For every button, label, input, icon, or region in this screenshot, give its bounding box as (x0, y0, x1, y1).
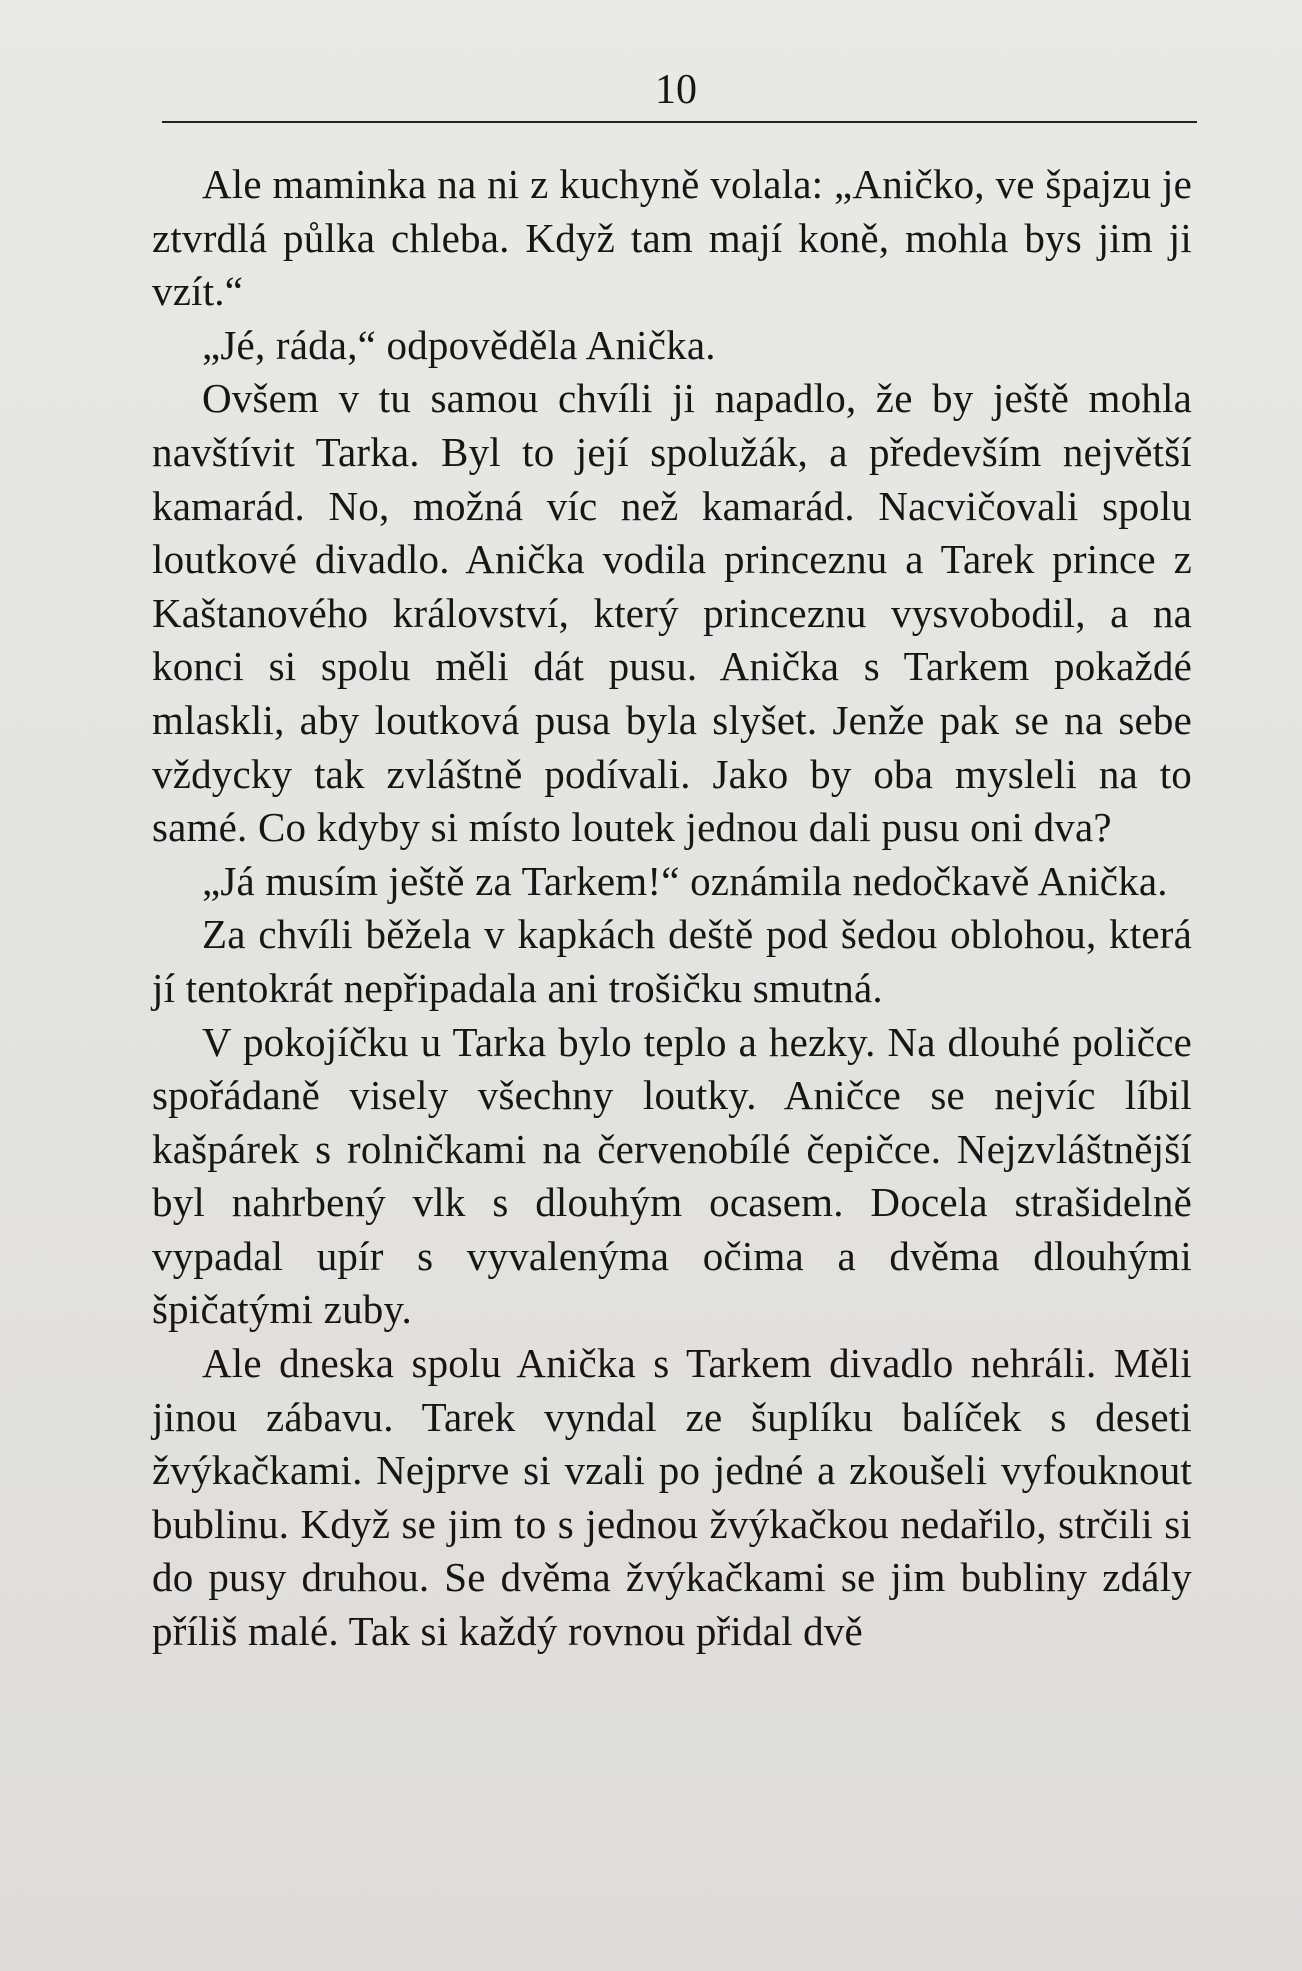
paragraph: V pokojíčku u Tarka bylo teplo a hezky. Na dlouhé poličce spořádaně visely všechny loutky. Aničce se nejvíc líbil kašpárek s rolničkami na červenobílé čepičce. Nejzvláštnější byl nahrbený vlk s dlouhým ocasem. Docela strašidelně vypadal upír s vyvalenýma očima a dvěma dlouhými špičatými zuby. (152, 1018, 1192, 1333)
paragraph: „Jé, ráda,“ odpověděla Anička. (202, 321, 716, 368)
paragraph: „Já musím ještě za Tarkem!“ oznámila nedočkavě Anička. (202, 857, 1168, 904)
paragraph: Ale maminka na ni z kuchyně volala: „Aničko, ve špajzu je ztvrdlá půlka chleba. Když tam mají koně, mohla bys jim ji vzít.“ (152, 161, 1192, 315)
body-text (152, 158, 1192, 1659)
paragraph: Ovšem v tu samou chvíli ji napadlo, že by ještě mohla navštívit Tarka. Byl to její spolužák, a především největší kamarád. No, možná víc než kamarád. Nacvičovali spolu loutkové divadlo. Anička vodila princeznu a Tarek prince z Kaštanového království, který princeznu vysvobodil, a na konci si spolu měli dát pusu. Anička s Tarkem pokaždé mlaskli, aby loutková pusa byla slyšet. Jenže pak se na sebe vždycky tak zvláštně podívali. Jako by oba mysleli na to samé. Co kdyby si místo loutek jednou dali pusu oni dva? (152, 375, 1192, 851)
page-number: 10 (655, 67, 697, 113)
paragraph: Za chvíli běžela v kapkách deště pod šedou oblohou, která jí tentokrát nepřipadala ani trošičku smutná. (152, 911, 1192, 1011)
header-rule (162, 121, 1197, 123)
paragraph: Ale dneska spolu Anička s Tarkem divadlo nehráli. Měli jinou zábavu. Tarek vyndal ze šuplíku balíček s deseti žvýkačkami. Nejprve si vzali po jedné a zkoušeli vyfouknout bublinu. Když se jim to s jednou žvýkačkou nedařilo, strčili si do pusy druhou. Se dvěma žvýkačkami se jim bubliny zdály příliš malé. Tak si každý rovnou přidal dvě (152, 1340, 1192, 1655)
